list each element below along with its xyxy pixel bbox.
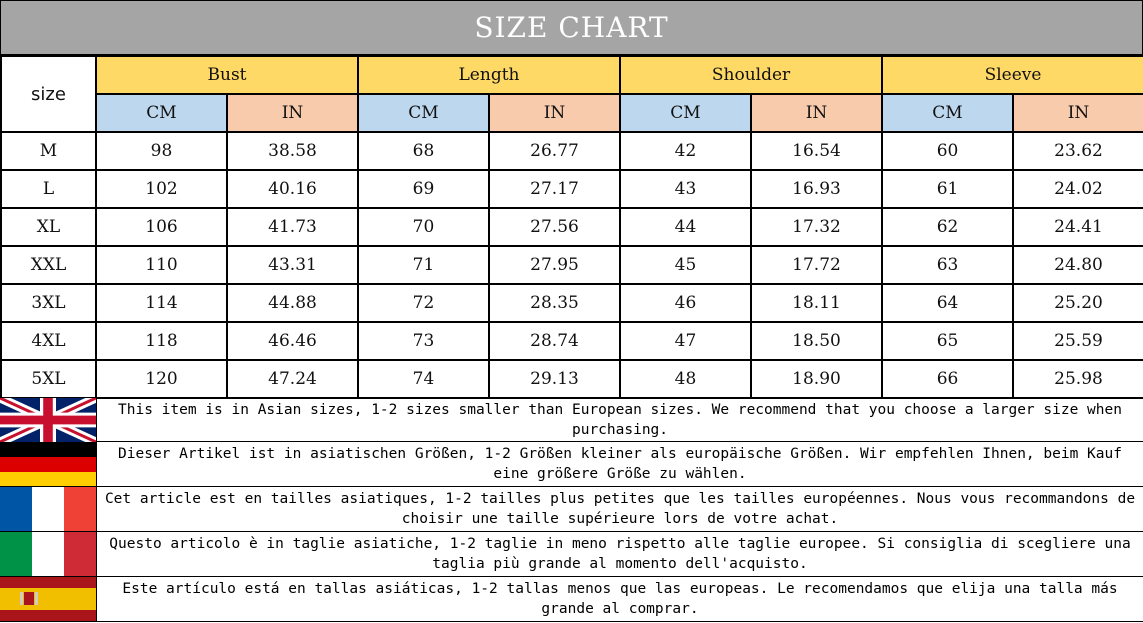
shoulder-header: Shoulder (620, 56, 882, 94)
note-french (0, 487, 1143, 532)
measurement-cell: 43.31 (227, 246, 358, 284)
italy-flag-icon (0, 532, 97, 576)
size-cell: L (1, 170, 96, 208)
length-in-header: IN (489, 94, 620, 132)
size-cell: XL (1, 208, 96, 246)
measurement-cell: 18.50 (751, 322, 882, 360)
spain-flag-icon (0, 577, 97, 621)
measurement-cell: 118 (96, 322, 227, 360)
measurement-cell: 27.95 (489, 246, 620, 284)
size-cell: M (1, 132, 96, 170)
shoulder-in-header: IN (751, 94, 882, 132)
measurement-cell: 65 (882, 322, 1013, 360)
france-flag-icon (0, 487, 97, 531)
measurement-cell: 48 (620, 360, 751, 398)
measurement-cell: 47.24 (227, 360, 358, 398)
measurement-cell: 98 (96, 132, 227, 170)
measurement-cell: 27.17 (489, 170, 620, 208)
chart-title: SIZE CHART (0, 0, 1143, 55)
note-italian (0, 532, 1143, 577)
note-text-french: Cet article est en tailles asiatiques, 1-2 tailles plus petites que les tailles européennes. Nous vous recommandons de choisir une taille supérieure lors de votre achat. (104, 491, 1136, 527)
uk-flag-icon (0, 398, 97, 442)
measurement-cell: 64 (882, 284, 1013, 322)
measurement-cell: 38.58 (227, 132, 358, 170)
note-german (0, 442, 1143, 487)
measurement-cell: 25.98 (1013, 360, 1143, 398)
size-cell: 3XL (1, 284, 96, 322)
note-text-italian: Questo articolo è in taglie asiatiche, 1-2 taglie in meno rispetto alle taglie europee. Si consiglia di scegliere una taglia più grande al momento dell'acquisto. (109, 536, 1131, 572)
length-header: Length (358, 56, 620, 94)
note-text-spanish: Este artículo está en tallas asiáticas, 1-2 tallas menos que las europeas. Le recomendamos que elija una talla más grande al comprar. (122, 581, 1118, 617)
sleeve-cm-header: CM (882, 94, 1013, 132)
measurement-cell: 74 (358, 360, 489, 398)
measurement-cell: 24.02 (1013, 170, 1143, 208)
measurement-cell: 24.41 (1013, 208, 1143, 246)
measurement-cell: 44.88 (227, 284, 358, 322)
measurement-cell: 110 (96, 246, 227, 284)
measurement-cell: 44 (620, 208, 751, 246)
measurement-cell: 46 (620, 284, 751, 322)
measurement-cell: 24.80 (1013, 246, 1143, 284)
measurement-cell: 40.16 (227, 170, 358, 208)
measurement-cell: 102 (96, 170, 227, 208)
bust-header: Bust (96, 56, 358, 94)
table-row (1, 208, 1143, 246)
note-english (0, 397, 1143, 442)
measurement-cell: 72 (358, 284, 489, 322)
table-row (1, 322, 1143, 360)
measurement-cell: 26.77 (489, 132, 620, 170)
measurement-cell: 71 (358, 246, 489, 284)
note-spanish (0, 577, 1143, 622)
length-cm-header: CM (358, 94, 489, 132)
size-notes (0, 397, 1143, 622)
measurement-cell: 29.13 (489, 360, 620, 398)
table-row (1, 246, 1143, 284)
table-row (1, 170, 1143, 208)
measurement-cell: 23.62 (1013, 132, 1143, 170)
measurement-cell: 17.72 (751, 246, 882, 284)
size-cell: 5XL (1, 360, 96, 398)
shoulder-cm-header: CM (620, 94, 751, 132)
note-text-english: This item is in Asian sizes, 1-2 sizes smaller than European sizes. We recommend that you choose a larger size when purchasing. (118, 401, 1122, 438)
measurement-cell: 18.90 (751, 360, 882, 398)
measurement-cell: 70 (358, 208, 489, 246)
measurement-cell: 28.35 (489, 284, 620, 322)
size-cell: XXL (1, 246, 96, 284)
measurement-cell: 46.46 (227, 322, 358, 360)
measurement-cell: 66 (882, 360, 1013, 398)
measurement-cell: 45 (620, 246, 751, 284)
measurement-cell: 17.32 (751, 208, 882, 246)
measurement-cell: 28.74 (489, 322, 620, 360)
size-column-header: size (1, 56, 96, 132)
measurement-cell: 42 (620, 132, 751, 170)
measurement-cell: 16.54 (751, 132, 882, 170)
measurement-cell: 60 (882, 132, 1013, 170)
size-table (0, 55, 1143, 399)
measurement-cell: 47 (620, 322, 751, 360)
measurement-cell: 106 (96, 208, 227, 246)
measurement-cell: 114 (96, 284, 227, 322)
measurement-cell: 25.20 (1013, 284, 1143, 322)
measurement-cell: 62 (882, 208, 1013, 246)
measurement-cell: 69 (358, 170, 489, 208)
measurement-cell: 120 (96, 360, 227, 398)
measurement-cell: 41.73 (227, 208, 358, 246)
measurement-cell: 73 (358, 322, 489, 360)
size-cell: 4XL (1, 322, 96, 360)
table-row (1, 132, 1143, 170)
measurement-cell: 68 (358, 132, 489, 170)
measurement-cell: 18.11 (751, 284, 882, 322)
sleeve-in-header: IN (1013, 94, 1143, 132)
table-row (1, 284, 1143, 322)
measurement-cell: 27.56 (489, 208, 620, 246)
germany-flag-icon (0, 442, 97, 486)
table-row (1, 360, 1143, 398)
measurement-cell: 63 (882, 246, 1013, 284)
measurement-cell: 61 (882, 170, 1013, 208)
measurement-cell: 25.59 (1013, 322, 1143, 360)
bust-cm-header: CM (96, 94, 227, 132)
bust-in-header: IN (227, 94, 358, 132)
measurement-cell: 16.93 (751, 170, 882, 208)
note-text-german: Dieser Artikel ist in asiatischen Größen, 1-2 Größen kleiner als europäische Größen. Wir empfehlen Ihnen, beim Kauf eine größere Größe zu wählen. (118, 446, 1122, 482)
sleeve-header: Sleeve (882, 56, 1143, 94)
measurement-cell: 43 (620, 170, 751, 208)
